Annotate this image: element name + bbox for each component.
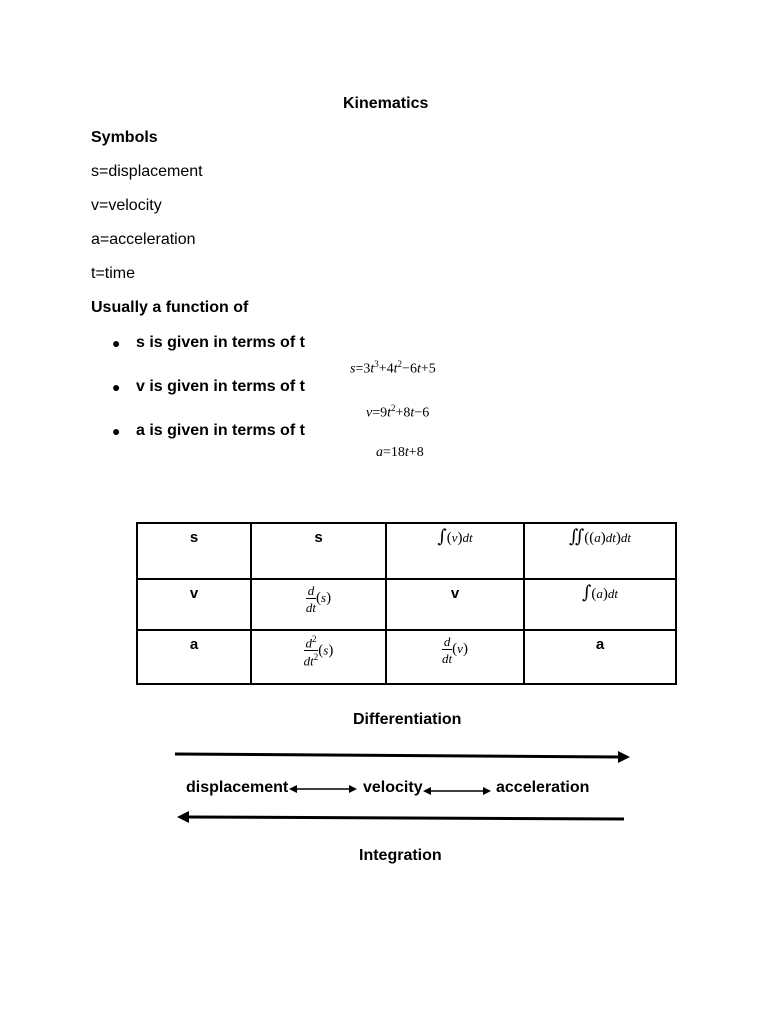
term: +4 [378,361,394,377]
coef: 3 [363,361,371,377]
integral-icon: ∫ [437,526,447,547]
flow-node-velocity: velocity [363,779,423,796]
bullet-v: v is given in terms of t [136,378,305,395]
double-integral-icon: ∬ [568,526,585,547]
integral-a-dt: ∫(a)dt [581,582,618,603]
term: +8 [408,445,424,460]
function-heading: Usually a function of [91,299,249,316]
double-arrow-icon [423,787,491,795]
table-cell [386,579,524,630]
integration-label: Integration [359,847,442,864]
definition-acceleration: a=acceleration [91,231,196,248]
page-title: Kinematics [343,95,429,112]
flow-node-acceleration: acceleration [496,779,590,796]
term: −6 [414,405,430,421]
definition-velocity: v=velocity [91,197,162,214]
equation-s: $s=3t^3+4t^2-6t+5$ [350,359,436,377]
bullet-icon: ● [112,379,121,395]
table-cell [137,523,251,579]
flow-arrows [0,740,768,860]
table-cell [524,579,676,630]
exp: 3 [374,359,379,369]
table-row [137,523,676,579]
equation-v-lhs: v [366,405,373,421]
definition-time: t=time [91,265,136,282]
cell-a: a [595,636,605,653]
row-label-v: v [189,585,199,602]
bullet-icon: ● [112,423,121,439]
bullet-a: a is given in terms of t [136,422,305,439]
equation-a: a=18t+8 [376,445,424,460]
differentiation-label: Differentiation [353,711,462,728]
table-cell [386,630,524,684]
table-cell [386,523,524,579]
equation-v: $v=9t^2+8t-6$ [366,403,430,421]
row-label-a: a [189,636,199,653]
cell-s: s [314,529,323,546]
table-cell [251,523,386,579]
term: +8 [395,405,411,421]
cell-v: v [450,585,460,602]
table-cell [251,579,386,630]
exp: 2 [391,403,396,413]
bullet-s: s is given in terms of t [136,334,305,351]
definition-displacement: s=displacement [91,163,203,180]
table-row [137,579,676,630]
term: −6 [402,361,417,377]
equation-a-lhs: a [376,445,383,460]
exp: 2 [397,359,403,369]
table-cell [137,579,251,630]
symbols-heading: Symbols [91,129,158,146]
bullet-icon: ● [112,335,121,351]
integral-icon: ∫ [581,582,592,603]
coef: 9 [380,405,388,421]
table-cell [251,630,386,684]
integration-arrow [177,811,624,823]
table-row [137,630,676,684]
integral-v-dt: ∫(v)dt [437,526,473,547]
table-cell [524,523,676,579]
double-arrow-icon [289,785,357,793]
equation-s-lhs: s [350,361,356,377]
row-label-s: s [189,529,199,546]
flow-node-displacement: displacement [186,779,289,796]
differentiation-arrow [175,751,630,763]
term: +5 [420,361,436,377]
table-cell [524,630,676,684]
kinematics-table [136,522,677,685]
derivative-s: $\frac{d}{dt}$ (s) [305,583,332,615]
double-integral-a: ∬((a)dt)dt [568,526,632,547]
table-cell [137,630,251,684]
second-derivative-s: $\frac{d^2}{dt^2}$ (s) [303,634,334,669]
coef: 18 [390,445,405,460]
derivative-v: $\frac{d}{dt}$ (v) [442,634,468,666]
